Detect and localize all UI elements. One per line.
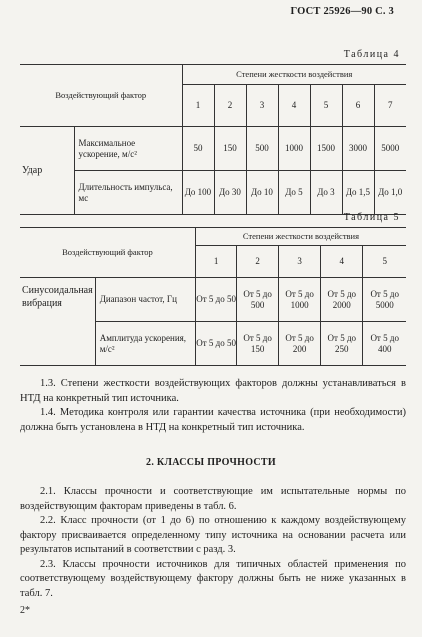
table4-degree-number: 6 — [342, 85, 374, 127]
table4-cell: До 1,5 — [342, 171, 374, 215]
paragraph-1-3: 1.3. Степени жесткости воздействующих факторов должны устанавливаться в НТД на конкретный тип источника. — [20, 378, 406, 404]
table5-degree-number: 4 — [321, 246, 363, 278]
table5-cell: От 5 до 500 — [237, 278, 279, 322]
table4-cell: 500 — [246, 127, 278, 171]
paragraph-2-3: 2.3. Классы прочности источников для типичных областей применения по соответствующему воздействующему фактору должны быть не ниже указанных в табл. 7. — [20, 558, 406, 599]
page-footer-mark: 2* — [20, 605, 30, 616]
table5-cell: От 5 до 400 — [363, 322, 406, 366]
table5-degrees-header: Степени жесткости воздействия — [195, 228, 406, 246]
table5-row-param: Диапазон частот, Гц — [95, 278, 195, 322]
table4-cell: До 5 — [278, 171, 310, 215]
paragraph-2-2: 2.2. Класс прочности (от 1 до 6) по отношению к каждому воздействующему фактору присваивается определенному типу источника на основании расчета или результатов испытаний в соответствии с разд. 3. — [20, 515, 406, 555]
table5-cell: От 5 до 150 — [237, 322, 279, 366]
paragraph-1-4: 1.4. Методика контроля или гарантии качества источника (при необходимости) должна быть установлена в НТД на конкретный тип источника. — [20, 407, 406, 433]
table4-cell: 1500 — [310, 127, 342, 171]
table4-cell: 50 — [182, 127, 214, 171]
table5-cell: От 5 до 50 — [195, 322, 236, 366]
table4-cell: До 100 — [182, 171, 214, 215]
table5-factor-header: Воздействующий фактор — [20, 228, 195, 278]
table5-cell: От 5 до 1000 — [279, 278, 321, 322]
table4-row-param: Длительность импульса, мс — [74, 171, 182, 215]
table4-cell: До 30 — [214, 171, 246, 215]
table5-degree-number: 2 — [237, 246, 279, 278]
table4-row-param: Максимальное ускорение, м/с² — [74, 127, 182, 171]
table4-cell: До 1,0 — [374, 171, 406, 215]
table5 — [20, 227, 406, 366]
table4-factor-header: Воздействующий фактор — [20, 65, 182, 127]
table4-degree-number: 1 — [182, 85, 214, 127]
table4-cell: 3000 — [342, 127, 374, 171]
table4-cell: 1000 — [278, 127, 310, 171]
table4-cell: До 3 — [310, 171, 342, 215]
table4-caption: Таблица 4 — [343, 49, 400, 60]
paragraphs-section-2 — [20, 485, 406, 601]
page-header: ГОСТ 25926—90 С. 3 — [290, 6, 394, 17]
table5-cell: От 5 до 200 — [279, 322, 321, 366]
paragraph-2-1: 2.1. Классы прочности и соответствующие им испытательные нормы по воздействующим факторам приведены в табл. 6. — [20, 486, 406, 512]
table5-cell: От 5 до 250 — [321, 322, 363, 366]
table5-caption: Таблица 5 — [343, 212, 400, 223]
table4-degree-number: 3 — [246, 85, 278, 127]
table5-degree-number: 1 — [195, 246, 236, 278]
table4-degrees-header: Степени жесткости воздействия — [182, 65, 406, 85]
table4-degree-number: 4 — [278, 85, 310, 127]
table4-degree-number: 5 — [310, 85, 342, 127]
table4-degree-number: 7 — [374, 85, 406, 127]
table4-cell: 5000 — [374, 127, 406, 171]
table4 — [20, 64, 406, 215]
table4-group-label: Удар — [20, 127, 74, 215]
table5-cell: От 5 до 2000 — [321, 278, 363, 322]
table5-cell: От 5 до 50 — [195, 278, 236, 322]
table5-degree-number: 3 — [279, 246, 321, 278]
table4-degree-number: 2 — [214, 85, 246, 127]
table4-cell: 150 — [214, 127, 246, 171]
paragraphs-section-1 — [20, 377, 406, 435]
table5-group-label: Синусоидальная вибрация — [20, 278, 95, 366]
section-title: 2. КЛАССЫ ПРОЧНОСТИ — [146, 457, 276, 468]
table5-cell: От 5 до 5000 — [363, 278, 406, 322]
table5-degree-number: 5 — [363, 246, 406, 278]
table4-cell: До 10 — [246, 171, 278, 215]
table5-row-param: Амплитуда ускорения, м/с² — [95, 322, 195, 366]
